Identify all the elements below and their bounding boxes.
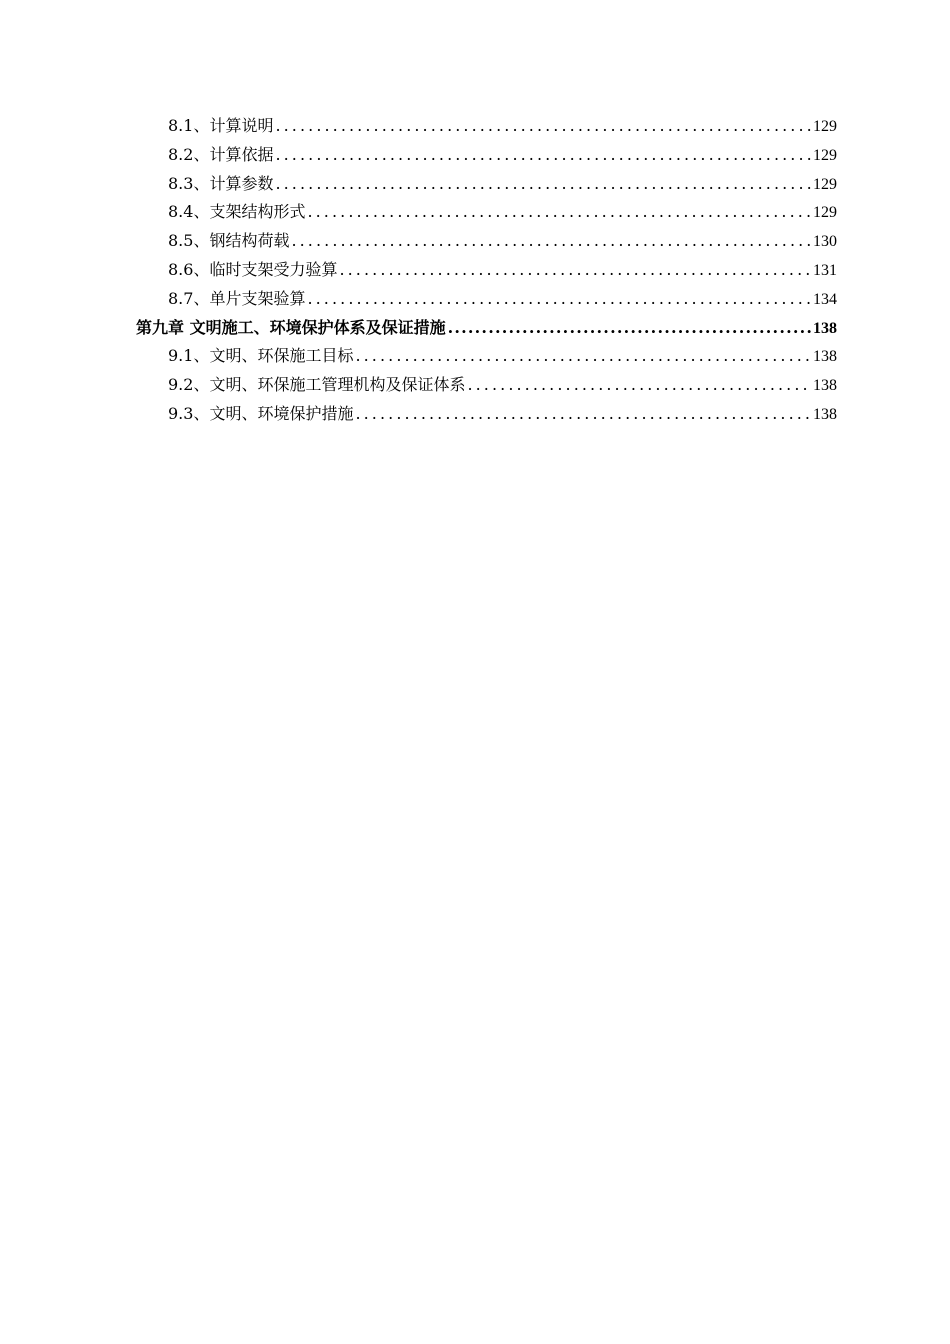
toc-entry-page: 138 bbox=[813, 319, 837, 337]
toc-entry-page: 129 bbox=[813, 118, 837, 135]
toc-entry-9-1[interactable] bbox=[136, 342, 837, 371]
toc-entry-9-3[interactable] bbox=[136, 400, 837, 429]
toc-dot-leader bbox=[275, 170, 811, 199]
toc-entry-title: 9.1、文明、环保施工目标 bbox=[168, 346, 354, 366]
toc-entry-page: 138 bbox=[813, 405, 837, 423]
toc-entry-8-2[interactable] bbox=[136, 141, 837, 170]
table-of-contents bbox=[136, 112, 837, 429]
toc-entry-title: 8.4、支架结构形式 bbox=[168, 202, 306, 222]
toc-entry-title: 8.1、计算说明 bbox=[168, 116, 274, 135]
toc-dot-leader bbox=[275, 141, 811, 170]
toc-entry-title: 8.3、计算参数 bbox=[168, 173, 274, 193]
toc-dot-leader bbox=[307, 285, 811, 314]
toc-entry-page: 130 bbox=[813, 233, 837, 251]
toc-entry-page: 131 bbox=[813, 261, 837, 279]
toc-entry-page: 129 bbox=[813, 146, 837, 164]
toc-entry-chapter-9[interactable] bbox=[136, 314, 837, 343]
toc-entry-title: 8.2、计算依据 bbox=[168, 144, 274, 164]
toc-entry-title: 8.6、临时支架受力验算 bbox=[168, 259, 338, 279]
toc-dot-leader bbox=[467, 371, 811, 400]
toc-dot-leader bbox=[307, 198, 811, 227]
toc-chapter-title: 第九章 文明施工、环境保护体系及保证措施 bbox=[136, 317, 446, 337]
toc-entry-title: 8.7、单片支架验算 bbox=[168, 288, 306, 308]
toc-entry-title: 8.5、钢结构荷载 bbox=[168, 231, 290, 251]
toc-dot-leader bbox=[355, 400, 811, 429]
toc-entry-page: 134 bbox=[813, 290, 837, 308]
toc-entry-page: 138 bbox=[813, 377, 837, 395]
toc-dot-leader bbox=[339, 256, 811, 285]
toc-entry-page: 138 bbox=[813, 348, 837, 366]
toc-entry-8-6[interactable] bbox=[136, 256, 837, 285]
toc-entry-8-7[interactable] bbox=[136, 285, 837, 314]
toc-entry-8-1[interactable] bbox=[136, 112, 837, 141]
toc-dot-leader bbox=[291, 227, 811, 256]
toc-entry-8-3[interactable] bbox=[136, 170, 837, 199]
toc-entry-8-5[interactable] bbox=[136, 227, 837, 256]
toc-entry-title: 9.3、文明、环境保护措施 bbox=[168, 403, 354, 423]
toc-dot-leader bbox=[448, 314, 811, 343]
toc-entry-8-4[interactable] bbox=[136, 198, 837, 227]
toc-entry-9-2[interactable] bbox=[136, 371, 837, 400]
toc-dot-leader bbox=[275, 112, 811, 141]
toc-dot-leader bbox=[355, 342, 811, 371]
toc-entry-page: 129 bbox=[813, 204, 837, 222]
toc-entry-title: 9.2、文明、环保施工管理机构及保证体系 bbox=[168, 375, 466, 395]
toc-entry-page: 129 bbox=[813, 175, 837, 193]
